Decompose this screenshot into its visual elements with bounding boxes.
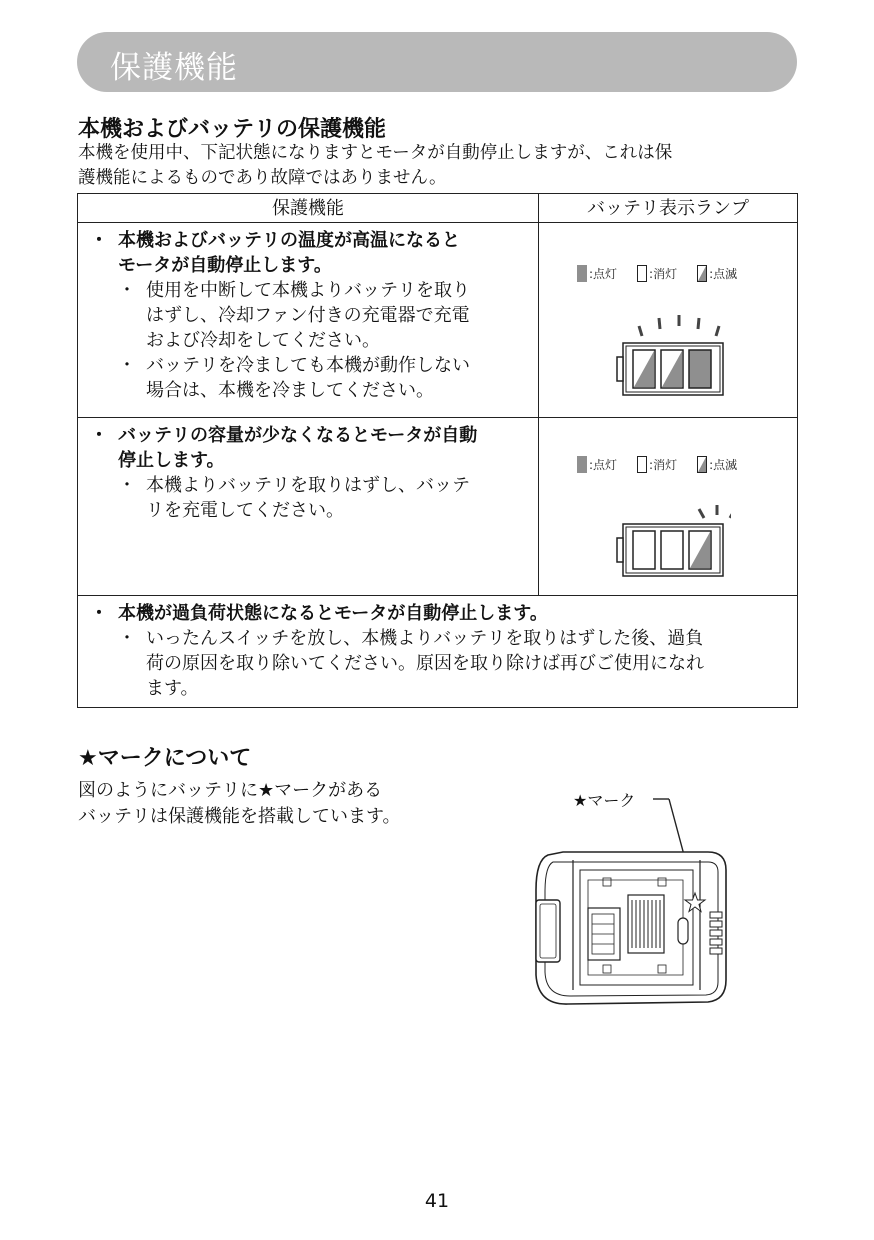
lamp-on-swatch-icon [577,456,587,473]
header-lamp: バッテリ表示ランプ [539,194,798,223]
ray [699,509,704,518]
battery-cells [633,350,711,388]
page-number: 41 [424,1190,450,1212]
lamp-cell-overheat [539,223,798,418]
legend-off-label: :消灯 [649,458,678,472]
battery-terminal [617,538,623,562]
lamp-off-swatch-icon [637,265,647,282]
bullet-item: ・ 本機が過負荷状態になるとモータが自動停止します。 [90,603,548,624]
battery-lamp-overheat-icon [611,293,731,399]
lamp-blink-swatch-icon [697,456,707,473]
battery-terminal [617,357,623,381]
section-banner [77,32,797,92]
row-overheat [78,223,539,418]
battery-lamp-low-icon [611,484,731,590]
intro-text [78,141,800,191]
sub-line: はずし、冷却ファン付きの充電器で充電 [146,305,470,326]
bullet-line: 本機が過負荷状態になるとモータが自動停止します。 [118,603,548,624]
battery-cells [633,531,711,569]
protection-table [77,193,798,708]
ray [639,326,642,336]
intro-line: 本機を使用中、下記状態になりますとモータが自動停止しますが、これは保 [78,143,673,163]
sub-item: ・ いったんスイッチを放し、本機よりバッテリを取りはずした後、過負 荷の原因を取り除いてください。原因を取り除けば再びご使用になれ ます。 [118,628,704,699]
bullet-line: 停止します。 [118,450,225,471]
battery-illustration [528,790,738,1015]
lamp-on-swatch-icon [577,265,587,282]
sub-line: および冷却をしてください。 [146,330,380,351]
lamp-off-swatch-icon [637,456,647,473]
bullet-line: 本機およびバッテリの温度が高温になると [118,230,460,251]
battery-cell-off [661,531,683,569]
sub-line: 本機よりバッテリを取りはずし、バッテ [146,475,470,496]
star-text-line: バッテリは保護機能を搭載しています。 [78,806,401,827]
lamp-legend [577,265,757,282]
legend-blink-label: :点滅 [709,458,738,472]
legend-on-label: :点灯 [589,458,618,472]
star-text-line: 図のようにバッテリに★マークがある [78,780,383,801]
sub-item: ・ 本機よりバッテリを取りはずし、バッテ リを充電してください。 [118,475,470,521]
star-mark-label: ★マーク [573,791,636,810]
ray [698,318,699,329]
sub-item: ・ 使用を中断して本機よりバッテリを取り はずし、冷却ファン付きの充電器で充電 および冷却をしてください。 [118,280,470,351]
star-section-text [78,778,478,830]
ray [730,509,731,518]
star-section-title: ★マークについて [78,746,252,771]
bullet-line: モータが自動停止します。 [118,255,332,276]
ray [659,318,660,329]
bullet-line: バッテリの容量が少なくなるとモータが自動 [118,425,478,446]
legend-blink-label: :点滅 [709,267,738,281]
lamp-blink-swatch-icon [697,265,707,282]
section-title: 本機およびバッテリの保護機能 [78,117,387,142]
legend-on-label: :点灯 [589,267,618,281]
bullet-item: ・ 本機およびバッテリの温度が高温になると モータが自動停止します。 [90,230,460,276]
legend-off-label: :消灯 [649,267,678,281]
sub-line: リを充電してください。 [146,500,344,521]
ray [716,326,719,336]
sub-line: いったんスイッチを放し、本機よりバッテリを取りはずした後、過負 [146,628,704,649]
battery-cell-on [689,350,711,388]
sub-line: バッテリを冷ましても本機が動作しない [146,355,470,376]
banner-title: 保護機能 [110,50,238,86]
bullet-item: ・ バッテリの容量が少なくなるとモータが自動 停止します。 [90,425,478,471]
row-low-capacity [78,418,539,596]
intro-line: 護機能によるものであり故障ではありません。 [78,168,447,188]
lamp-legend [577,456,757,473]
sub-line: 場合は、本機を冷ましてください。 [146,380,434,401]
sub-line: 荷の原因を取り除いてください。原因を取り除けば再びご使用になれ [146,653,704,674]
battery-cell-off [633,531,655,569]
lamp-cell-low-capacity [539,418,798,596]
sub-line: ます。 [146,678,199,699]
sub-item: ・ バッテリを冷ましても本機が動作しない 場合は、本機を冷ましてください。 [118,355,470,401]
sub-line: 使用を中断して本機よりバッテリを取り [146,280,470,301]
row-overload [78,596,798,708]
header-protection: 保護機能 [78,194,539,223]
